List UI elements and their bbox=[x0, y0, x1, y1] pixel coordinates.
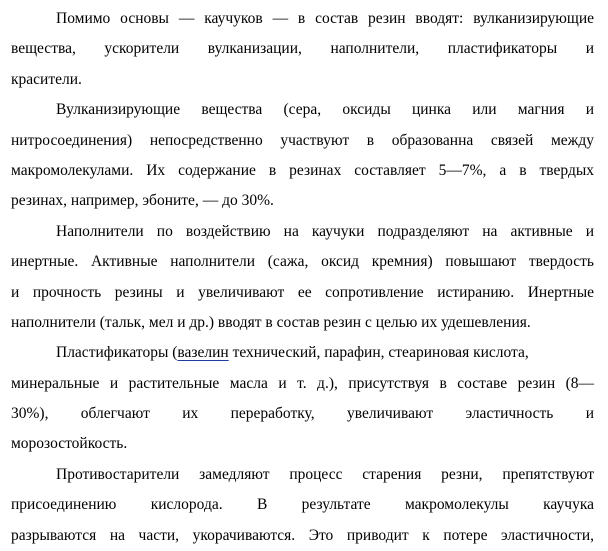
text-fragment: Пластификаторы ( bbox=[56, 344, 178, 362]
paragraph-fillers bbox=[11, 217, 594, 339]
text-line: нитросоединения) непосредственно участвуют в образованна связей между bbox=[11, 131, 594, 149]
text-fragment: технический, парафин, стеариновая кислота, bbox=[228, 344, 529, 362]
text-line: красители. bbox=[11, 70, 82, 88]
text-line: минеральные и растительные масла и т. д.), присутствуя в составе резин (8— bbox=[11, 374, 594, 392]
text-line: резинах, например, эбоните, — до 30%. bbox=[11, 192, 274, 210]
text-line: наполнители (тальк, мел и др.) вводят в состав резин с целью их удешевления. bbox=[11, 313, 531, 331]
text-line: Противостарители замедляют процесс старения резни, препятствуют bbox=[56, 465, 594, 483]
paragraph-vulcanizing-agents bbox=[11, 95, 594, 217]
text-line bbox=[11, 338, 594, 368]
document-body bbox=[11, 4, 594, 551]
text-line: Помимо основы — каучуков — в состав резин вводят: вулканизирующие bbox=[56, 10, 594, 27]
text-line: 30%), облегчают их переработку, увеличивают эластичность и bbox=[11, 405, 594, 423]
text-line: вещества, ускорители вулканизации, наполнители, пластификаторы и bbox=[11, 40, 594, 58]
text-line: разрываются на части, укорачиваются. Это приводит к потере эластичности, bbox=[11, 526, 594, 544]
paragraph-plasticizers bbox=[11, 338, 594, 460]
vaseline-link[interactable]: вазелин bbox=[177, 344, 229, 362]
paragraph-antioxidants bbox=[11, 460, 594, 551]
text-line: инертные. Активные наполнители (сажа, оксид кремния) повышают твердость bbox=[11, 253, 594, 271]
text-line: Наполнители по воздействию на каучуки подразделяют на активные и bbox=[56, 222, 594, 240]
paragraph-rubber-composition bbox=[11, 4, 594, 95]
text-line: и прочность резины и увеличивают ее сопротивление истиранию. Инертные bbox=[11, 283, 594, 301]
text-line: макромолекулами. Их содержание в резинах составляет 5—7%, а в твердых bbox=[11, 161, 594, 179]
text-line: Вулканизирующие вещества (сера, оксиды цинка или магния и bbox=[56, 101, 594, 119]
text-line: присоединению кислорода. В результате макромолекулы каучука bbox=[11, 496, 594, 514]
text-line: морозостойкость. bbox=[11, 435, 128, 453]
